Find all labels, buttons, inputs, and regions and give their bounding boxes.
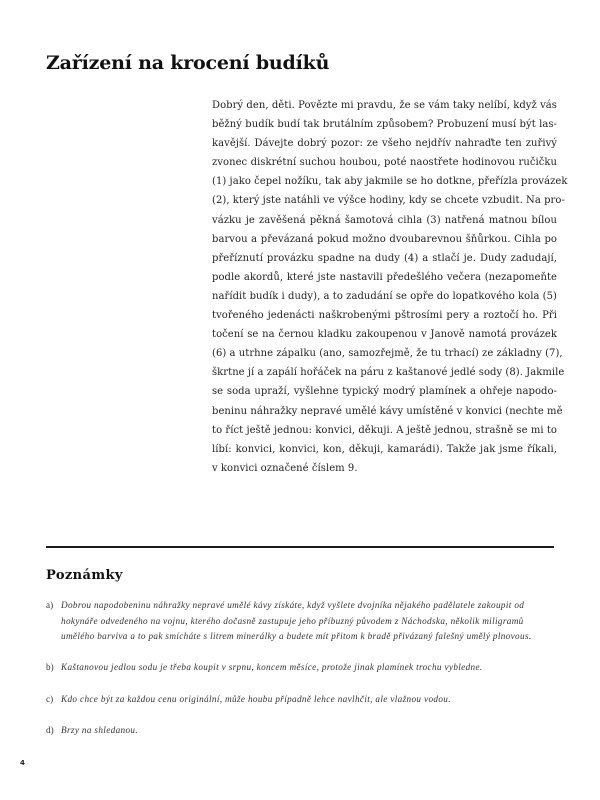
page-number: 4: [20, 759, 25, 767]
body-paragraph: [212, 96, 568, 478]
body-line: v konvici označené číslem 9.: [212, 462, 358, 474]
section-divider: [46, 546, 554, 548]
body-line: točení se na černou kladku zakoupenou v Janově namotá provázek: [212, 329, 557, 341]
body-line: líbí: konvici, konvici, kon, děkuji, kamarádi). Takže jak jsme říkali,: [212, 443, 557, 455]
notes-list: [46, 598, 558, 754]
page-title: Zařízení na krocení budíků: [46, 52, 330, 74]
body-line: barvou a převázaná pokud možno dvoubarevnou šňůrkou. Cihla po: [212, 233, 557, 245]
notes-heading: Poznámky: [46, 568, 123, 583]
body-line: Dobrý den, děti. Povězte mi pravdu, že se vám taky nelíbí, když vás: [212, 100, 557, 111]
note-marker: b): [46, 662, 54, 673]
note-item: [46, 692, 558, 708]
body-line: (6) a utrhne zápalku (ano, samozřejmě, že tu trhací) ze základny (7),: [212, 348, 563, 360]
body-line: nařídit budík i dudy), a to zadudání se opře do lopatkového kola (5): [212, 290, 557, 302]
body-line: se soda upraží, vyšlehne typický modrý plamínek a ohřeje napodo-: [212, 386, 557, 398]
body-line: to říct ještě jednou: konvici, děkuji. A ještě jednou, strašně se mi to: [212, 424, 557, 436]
body-line: kavější. Dávejte dobrý pozor: ze všeho nejdřív nahraďte ten zuřivý: [212, 138, 557, 150]
note-text: Kdo chce být za každou cenu originální, může houbu případně lehce navlhčit, ale vlažnou vodou.: [61, 693, 451, 704]
body-line: škrtne jí a zapálí hořáček na páru z kaštanové jedlé sody (8). Jakmile: [212, 367, 565, 379]
body-line: (2), který jste natáhli ve výšce hodiny, kdy se chcete vzbudit. Na pro-: [212, 195, 565, 207]
note-item: [46, 598, 558, 645]
body-line: přeříznutí provázku spadne na dudy (4) a stlačí je. Dudy zadudají,: [212, 252, 557, 264]
note-text: Kaštanovou jedlou sodu je třeba koupit v srpnu, koncem měsíce, protože jinak plamínek trochu vybledne.: [61, 662, 483, 673]
note-marker: a): [46, 600, 54, 610]
body-line: zvonec diskrétní suchou houbou, poté naostřete hodinovou ručičku: [212, 157, 557, 169]
note-text: Brzy na shledanou.: [61, 724, 138, 735]
note-item: [46, 660, 558, 676]
body-line: vázku je zavěšená pěkná šamotová cihla (3) natřená matnou bílou: [212, 214, 557, 226]
note-text: Dobrou napodobeninu náhražky nepravé umělé kávy získáte, když vyšlete dvojníka nějakého padělatele zakoupit od hokynáře odvedeného na vojnu, kterého dočasně zastupuje jeho příbuzný původem z Náchodska, několik miligramů umělého barviva a to pak smícháte s litrem minerálky a budete mít přitom k bradě přivázaný falešný umělý plnovous.: [61, 600, 532, 642]
note-marker: d): [46, 724, 54, 735]
body-line: běžný budík budí tak brutálním způsobem? Probuzení musí být las-: [212, 119, 557, 131]
note-marker: c): [46, 693, 54, 704]
note-item: [46, 723, 558, 739]
body-line: tvořeného jedenácti naškrobenými pštrosími pery a roztočí ho. Při: [212, 310, 557, 322]
body-line: podle akordů, které jste nastavili předešlého večera (nezapomeňte: [212, 271, 557, 283]
body-line: (1) jako čepel nožíku, tak aby jakmile se ho dotkne, přeřízla provázek: [212, 176, 568, 188]
body-line: beninu náhražky nepravé umělé kávy umístěné v konvici (nechte mě: [212, 405, 563, 417]
